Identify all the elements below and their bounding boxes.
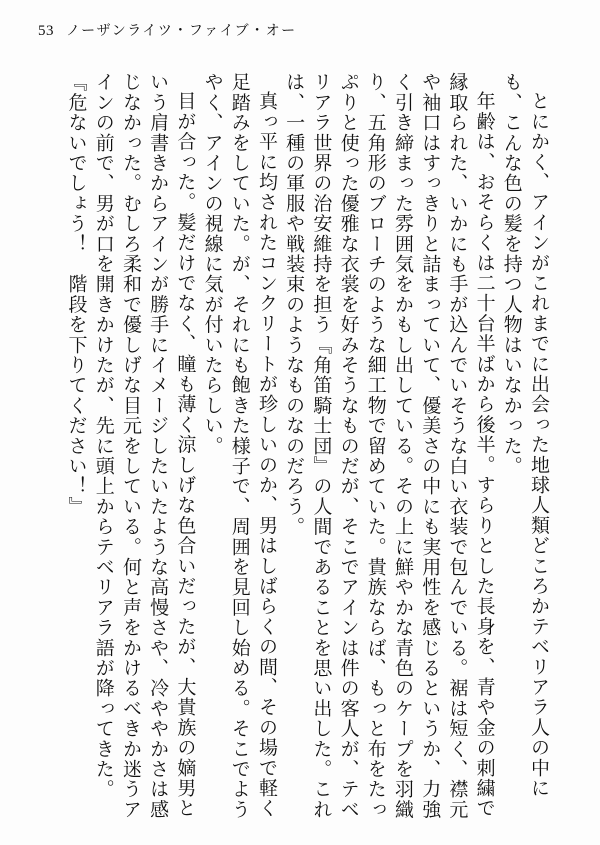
vertical-body-text — [32, 72, 552, 828]
paragraph: 年齢は、おそらくは二十台半ばから後半。すらりとした長身を、青や金の刺繍で縁取られた、いかにも手が込んでいそうな白い衣装で包んでいる。裾は短く、襟元や袖口はすっきりと詰まっていて、優美さの中にも実用性を感じるというか、力強く引き締まった雰囲気をかもし出している。その上に鮮やかな青色のケープを羽織り、五角形のブローチのような細工物で留めていた。貴族ならば、もっと布をたっぷりと使った優雅な衣裳を好みそうなものだが、そこでアインは件の客人が、テベリアラ世界の治安維持を担う『角笛騎士団』の人間であることを思い出した。これは、一種の軍服や戦装束のようなものなのだろう。 — [283, 72, 496, 820]
page-header — [38, 20, 297, 44]
dialogue-line: 『危ないでしょう！ 階段を下りてください！』 — [65, 72, 88, 517]
paragraph: 真っ平に均されたコンクリートが珍しいのか、男はしばらくの間、その場で軽く足踏みをしていた。が、それにも飽きた様子で、周囲を見回し始める。そこでようやく、アインの視線に気が付いたらしい。 — [201, 72, 278, 820]
paragraph: 目が合った。髪だけでなく、瞳も薄く涼しげな色合いだったが、大貴族の嫡男という肩書きからアインが勝手にイメージしたいたような高慢さや、冷ややかさは感じなかった。むしろ柔和で優しげな目元をしている。何と声をかけるべきか迷うアインの前で、男が口を開きかけたが、先に頭上からテベリアラ語が降ってきた。 — [92, 72, 197, 820]
running-title: ノーザンライツ・ファイブ・オー — [66, 23, 297, 39]
page-number: 53 — [38, 23, 54, 39]
paragraph: とにかく、アインがこれまでに出会った地球人類どころかテベリアラ人の中にも、こんな色の髪を持つ人物はいなかった。 — [500, 72, 550, 798]
